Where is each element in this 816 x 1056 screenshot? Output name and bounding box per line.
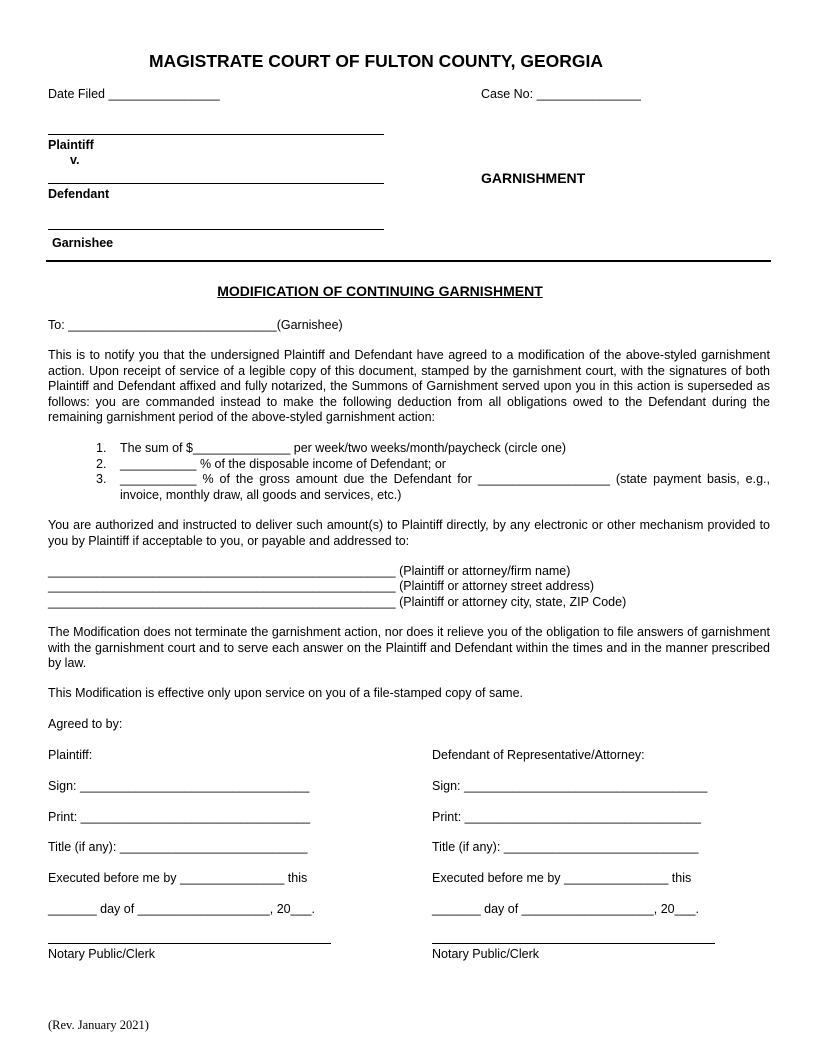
defendant-notary-signature-line[interactable] xyxy=(432,943,715,944)
deduction-item-disposable-income[interactable]: ___________ % of the disposable income of Defendant; or xyxy=(120,457,446,471)
authorization-paragraph: You are authorized and instructed to deliver such amount(s) to Plaintiff directly, by any electronic or other mechanism provided to you by Plaintiff if acceptable to you, or payable and addressed to: xyxy=(48,518,770,548)
deduction-item-number: 2. xyxy=(96,457,107,471)
defendant-label: Defendant xyxy=(48,187,110,201)
plaintiff-label: Plaintiff xyxy=(48,138,94,152)
deduction-item-number: 3. xyxy=(96,472,107,486)
plaintiff-title-field[interactable]: Title (if any): ___________________________ xyxy=(48,840,308,854)
date-filed-field[interactable]: Date Filed ________________ xyxy=(48,87,220,101)
case-type-label: GARNISHMENT xyxy=(481,170,586,186)
plaintiff-heading: Plaintiff: xyxy=(48,748,93,762)
plaintiff-notary-label: Notary Public/Clerk xyxy=(48,947,155,961)
plaintiff-executed-field[interactable]: Executed before me by _______________ this xyxy=(48,871,308,885)
revision-note: (Rev. January 2021) xyxy=(48,1018,149,1032)
deduction-item-gross-amount[interactable]: ___________ % of the gross amount due the Defendant for ___________________ (state payment basis, e.g., invoice, monthly draw, all goods and services, etc.) xyxy=(120,472,770,502)
payee-street-field[interactable]: __________________________________________________ (Plaintiff or attorney street address) xyxy=(48,579,595,593)
court-title: MAGISTRATE COURT OF FULTON COUNTY, GEORGIA xyxy=(148,51,604,71)
defendant-name-line[interactable] xyxy=(48,183,384,184)
defendant-executed-field[interactable]: Executed before me by _______________ this xyxy=(432,871,692,885)
payee-city-field[interactable]: __________________________________________________ (Plaintiff or attorney city, state, ZIP Code) xyxy=(48,595,627,609)
deduction-item-number: 1. xyxy=(96,441,107,455)
garnishee-to-field[interactable]: To: ______________________________(Garnishee) xyxy=(48,318,343,332)
plaintiff-date-field[interactable]: _______ day of ___________________, 20___. xyxy=(48,902,315,916)
defendant-heading: Defendant of Representative/Attorney: xyxy=(432,748,645,762)
defendant-print-field[interactable]: Print: __________________________________ xyxy=(432,810,702,824)
intro-paragraph: This is to notify you that the undersigned Plaintiff and Defendant have agreed to a modification of the above-styled garnishment action. Upon receipt of service of a legible copy of this document, stamped by the garnishment court, with the signatures of both Plaintiff and Defendant affixed and fully notarized, the Summons of Garnishment served upon you in this action is superseded as follows: you are commanded instead to make the following deduction from all obligations owed to the Defendant during the remaining garnishment period of the above-styled garnishment action: xyxy=(48,348,770,424)
garnishee-name-line[interactable] xyxy=(48,229,384,230)
defendant-notary-label: Notary Public/Clerk xyxy=(432,947,539,961)
plaintiff-name-line[interactable] xyxy=(48,134,384,135)
garnishee-label: Garnishee xyxy=(52,236,114,250)
plaintiff-sign-field[interactable]: Sign: _________________________________ xyxy=(48,779,310,793)
effective-paragraph: This Modification is effective only upon service on you of a file-stamped copy of same. xyxy=(48,686,524,700)
defendant-date-field[interactable]: _______ day of ___________________, 20___. xyxy=(432,902,699,916)
plaintiff-notary-signature-line[interactable] xyxy=(48,943,331,944)
versus-label: v. xyxy=(70,153,80,167)
plaintiff-print-field[interactable]: Print: _________________________________ xyxy=(48,810,311,824)
deduction-item-sum[interactable]: The sum of $______________ per week/two weeks/month/paycheck (circle one) xyxy=(120,441,567,455)
agreed-label: Agreed to by: xyxy=(48,717,123,731)
defendant-sign-field[interactable]: Sign: ___________________________________ xyxy=(432,779,708,793)
caption-divider xyxy=(46,260,771,262)
termination-paragraph: The Modification does not terminate the garnishment action, nor does it relieve you of the obligation to file answers of garnishment with the garnishment court and to serve each answer on the Plaintiff and Defendant within the times and in the manner prescribed by law. xyxy=(48,625,770,670)
payee-name-field[interactable]: __________________________________________________ (Plaintiff or attorney/firm name) xyxy=(48,564,571,578)
case-number-field[interactable]: Case No: _______________ xyxy=(481,87,641,101)
defendant-title-field[interactable]: Title (if any): ____________________________ xyxy=(432,840,699,854)
document-title: MODIFICATION OF CONTINUING GARNISHMENT xyxy=(217,283,543,299)
